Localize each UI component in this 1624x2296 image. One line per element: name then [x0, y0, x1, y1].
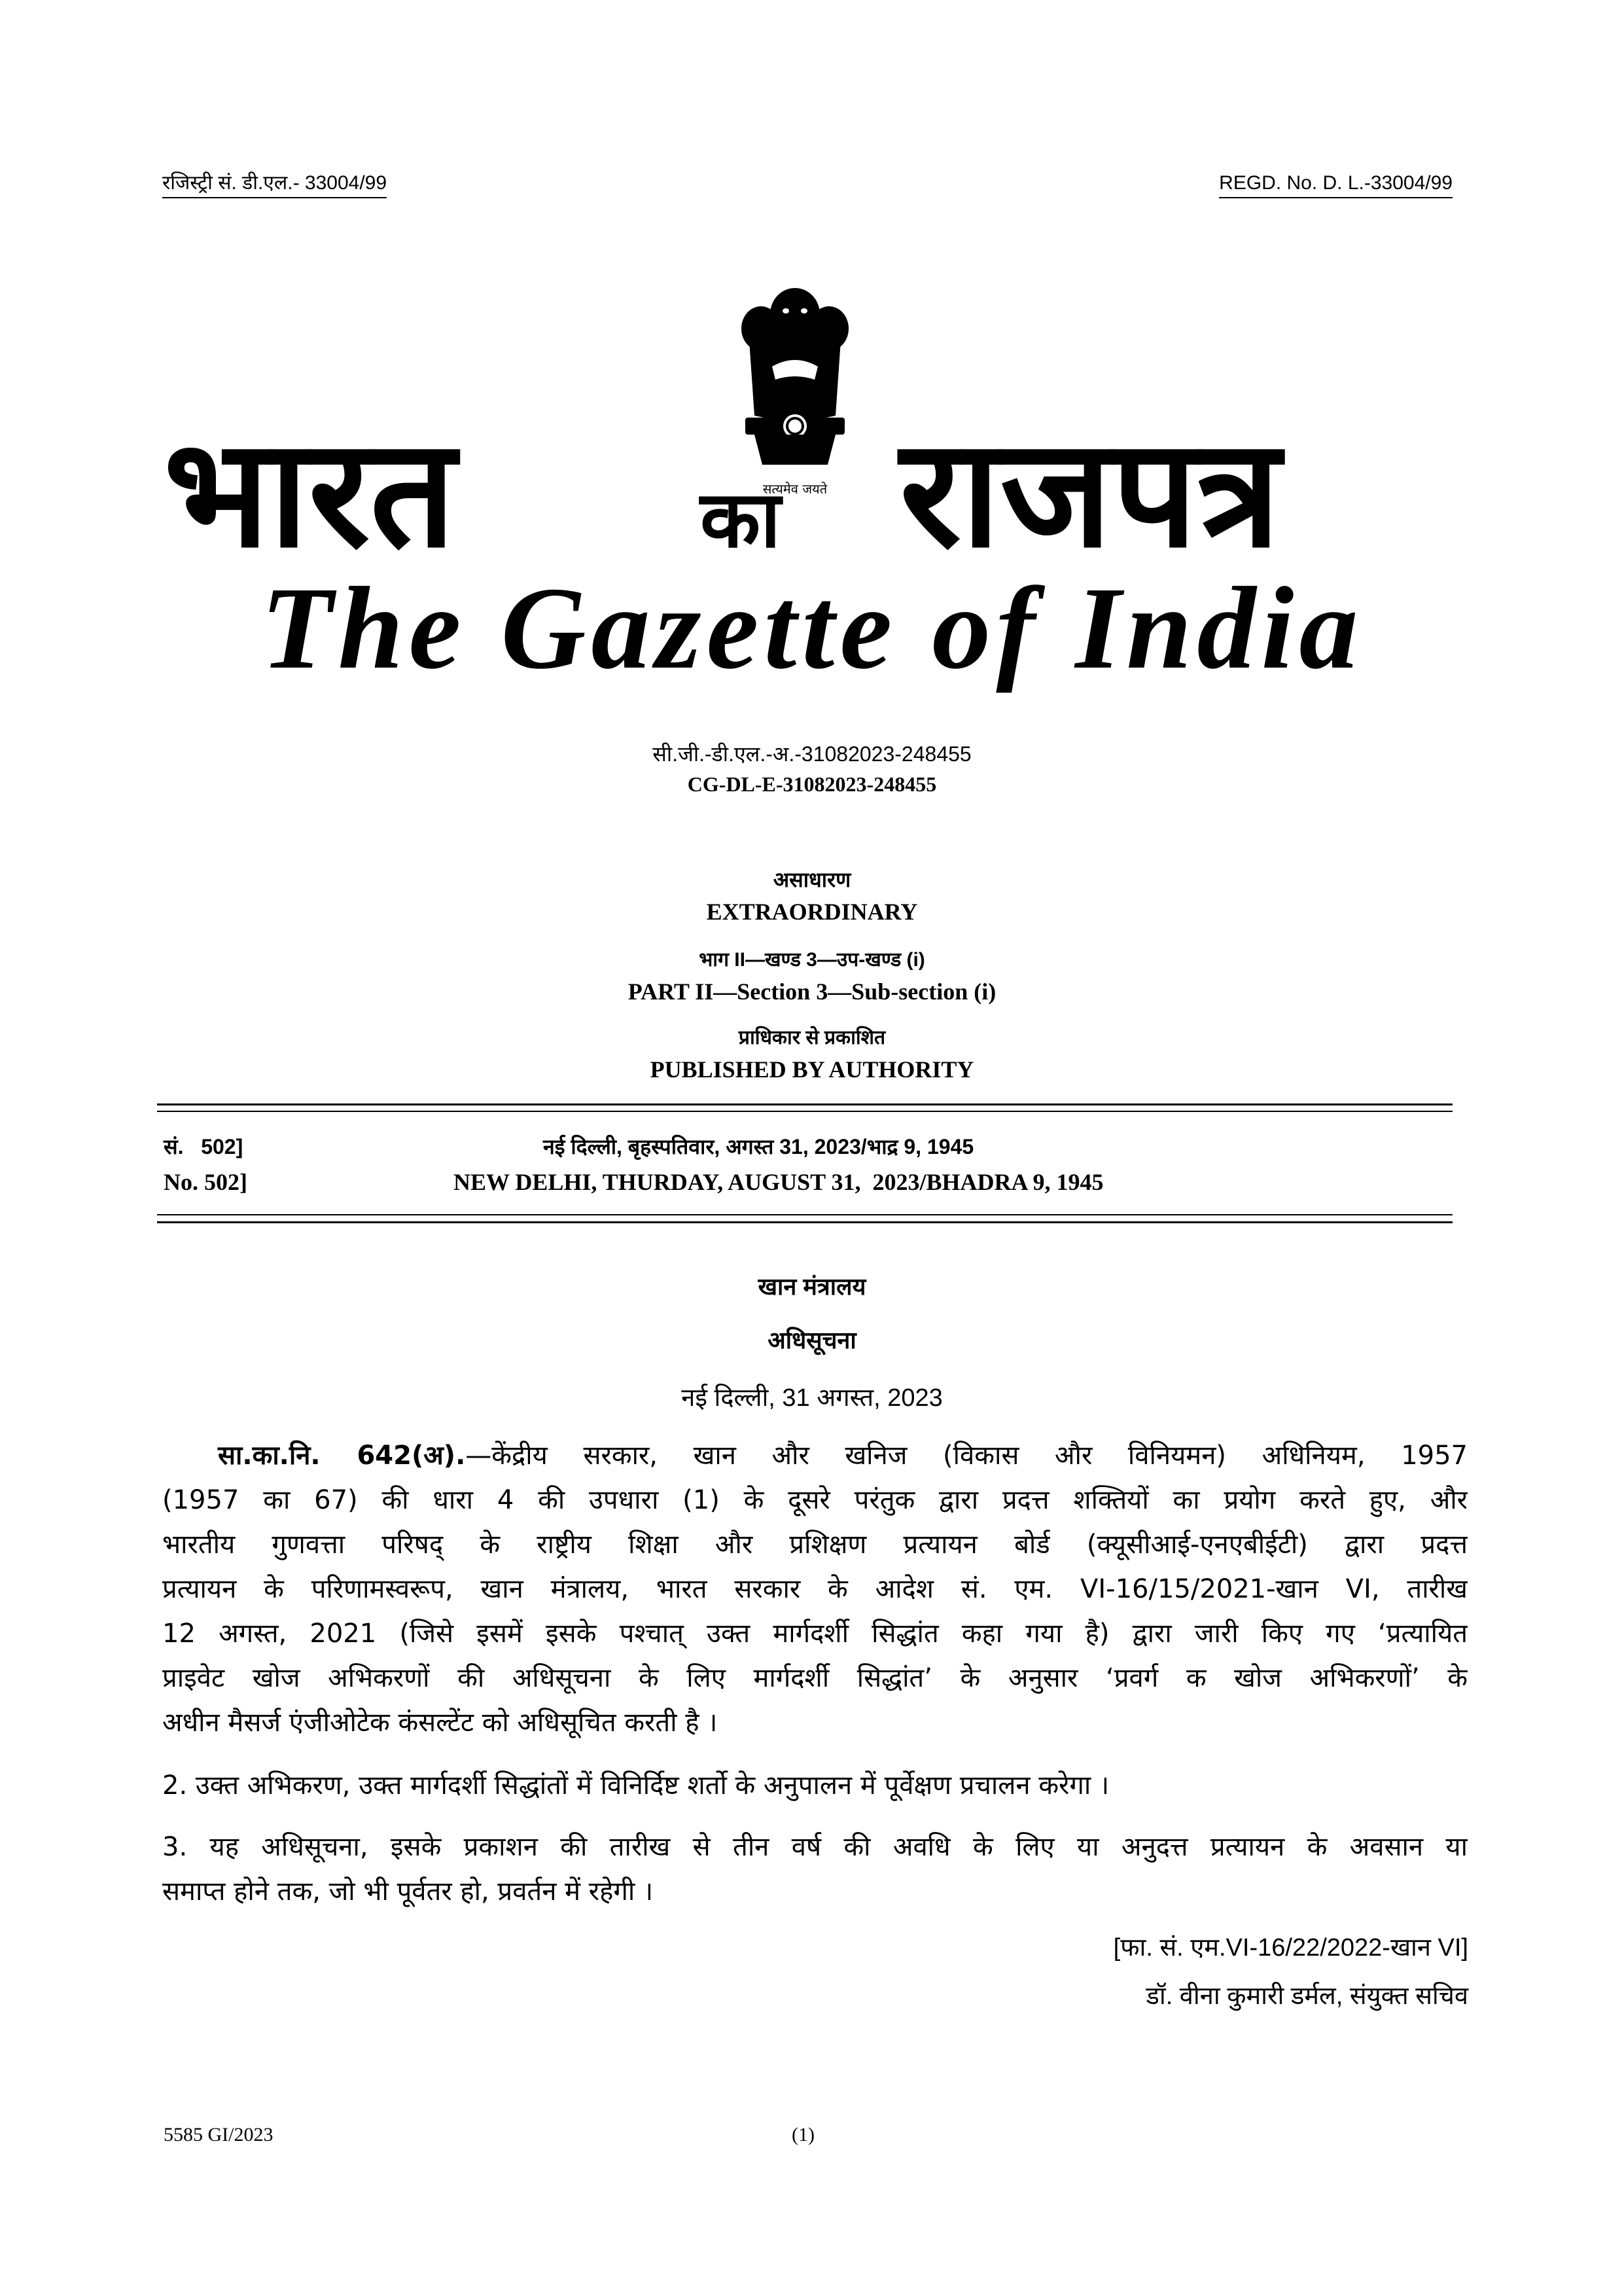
extraordinary-english: EXTRAORDINARY: [706, 899, 918, 925]
part-section-english: PART II—Section 3—Sub-section (i): [627, 978, 997, 1005]
masthead-hindi-bharat: भारत: [164, 406, 456, 581]
state-emblem-icon: [723, 275, 867, 491]
extraordinary-hindi: असाधारण: [773, 868, 851, 891]
para3-line-1: 3. यह अधिसूचना, इसके प्रकाशन की तारीख से तीन वर्ष की अवधि के लिए या अनुदत्त प्रत्यायन के अवसान या: [162, 1832, 1468, 1862]
footer-code: 5585 GI/2023: [164, 2124, 274, 2145]
authority-english: PUBLISHED BY AUTHORITY: [650, 1056, 974, 1083]
para2: 2. उक्त अभिकरण, उक्त मार्गदर्शी सिद्धांतों में विनिर्दिष्ट शर्तो के अनुपालन में पूर्वेक्षण प्रचालन करेगा ।: [162, 1770, 1110, 1801]
file-number: [फा. सं. एम.VI-16/22/2022-खान VI]: [1113, 1934, 1468, 1962]
top-double-rule-b: [157, 1111, 1453, 1112]
notification-place-date: नई दिल्ली, 31 अगस्त, 2023: [681, 1384, 943, 1412]
para1-line-6: प्राइवेट खोज अभिकरणों की अधिसूचना के लिए मार्गदर्शी सिद्धांत’ के अनुसार ‘प्रवर्ग क खोज अभिकरणों’ के: [162, 1663, 1468, 1693]
authority-hindi: प्राधिकार से प्रकाशित: [738, 1027, 886, 1049]
para1-line-3: भारतीय गुणवत्ता परिषद् के राष्ट्रीय शिक्षा और प्रशिक्षण प्रत्यायन बोर्ड (क्यूसीआई-एनएबीईटी) द्वारा प्रदत्त: [162, 1530, 1468, 1560]
signatory: डॉ. वीना कुमारी डर्मल, संयुक्त सचिव: [1146, 1982, 1468, 2010]
cg-code-english: CG-DL-E-31082023-248455: [687, 772, 937, 796]
registration-number-english: REGD. No. D. L.-33004/99: [1219, 171, 1453, 198]
para3-line-2: समाप्त होने तक, जो भी पूर्वतर हो, प्रवर्तन में रहेगी ।: [162, 1876, 654, 1907]
part-section-hindi: भाग II—खण्ड 3—उप-खण्ड (i): [699, 949, 925, 971]
para1-line-7: अधीन मैसर्ज एंजीओटेक कंसल्टेंट को अधिसूचित करती है ।: [162, 1708, 718, 1738]
issue-number-hindi: सं. 502]: [164, 1135, 243, 1158]
para1-line-5: 12 अगस्त, 2021 (जिसे इसमें इसके पश्चात् उक्त मार्गदर्शी सिद्धांत कहा गया है) द्वारा जारी किए गए ‘प्रत्यायित: [162, 1619, 1468, 1649]
masthead-hindi-ka: का: [700, 475, 781, 565]
masthead-english-title: The Gazette of India: [260, 563, 1364, 693]
gsr-number: सा.का.नि. 642(अ).: [218, 1441, 466, 1471]
cg-code-hindi: सी.जी.-डी.एल.-अ.-31082023-248455: [652, 742, 972, 766]
para1-line-2: (1957 का 67) की धारा 4 की उपधारा (1) के दूसरे परंतुक द्वारा प्रदत्त शक्तियों का प्रयोग करते हुए, और: [162, 1485, 1468, 1515]
ministry-heading: खान मंत्रालय: [758, 1273, 866, 1300]
para1-line-4: प्रत्यायन के परिणामस्वरूप, खान मंत्रालय, भारत सरकार के आदेश सं. एम. VI-16/15/2021-खान VI, तारीख: [162, 1574, 1468, 1604]
masthead-hindi-rajpatra: राजपत्र: [900, 406, 1280, 581]
bottom-double-rule-a: [157, 1214, 1453, 1215]
emblem-motto: सत्यमेव जयते: [762, 481, 828, 497]
bottom-double-rule-b: [157, 1221, 1453, 1223]
top-double-rule-a: [157, 1103, 1453, 1105]
issue-date-english: NEW DELHI, THURDAY, AUGUST 31, 2023/BHADRA 9, 1945: [453, 1169, 1104, 1195]
issue-date-hindi: नई दिल्ली, बृहस्पतिवार, अगस्त 31, 2023/भाद्र 9, 1945: [543, 1135, 974, 1158]
registration-number-hindi: रजिस्ट्री सं. डी.एल.- 33004/99: [162, 171, 387, 198]
para1-line-1: सा.का.नि. 642(अ).—केंद्रीय सरकार, खान और खनिज (विकास और विनियमन) अधिनियम, 1957: [218, 1441, 1468, 1471]
issue-number-english: No. 502]: [164, 1169, 247, 1195]
page-number: (1): [792, 2124, 815, 2145]
notification-heading: अधिसूचना: [768, 1327, 856, 1354]
